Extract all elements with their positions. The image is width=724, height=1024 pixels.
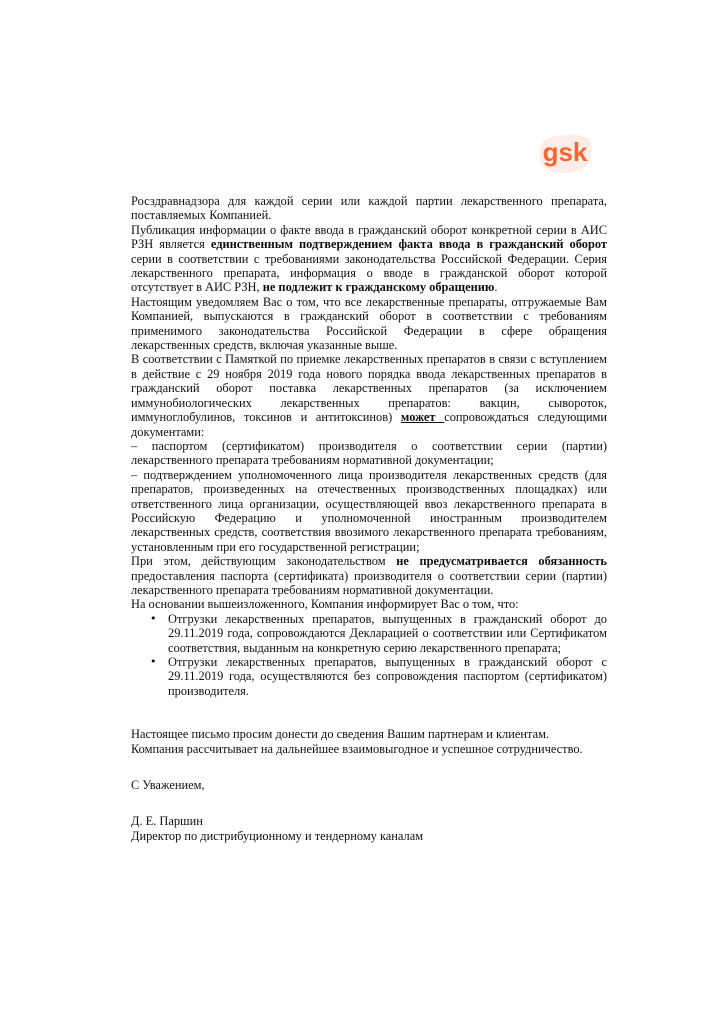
p4-bold-may: может xyxy=(400,410,445,425)
p7-text-a: При этом, действующим законодательством xyxy=(131,554,397,569)
letter-body xyxy=(131,194,607,843)
list-item: • Отгрузки лекарственных препаратов, выпущенных в гражданский оборот до 29.11.2019 года, сопровождаются Декларацией о соответствии или Сертификатом соответствия, выданным на конкретную серию лекарственного препарата; xyxy=(168,612,607,655)
p2-text-a: Публикация информации о факте ввода в гражданский оборот конкретной серии в АИС РЗН является xyxy=(131,222,607,252)
paragraph-2 xyxy=(131,223,607,295)
closing-line-1: Настоящее письмо просим донести до сведения Вашим партнерам и клиентам. xyxy=(131,727,550,742)
paragraph-8: На основании вышеизложенного, Компания информирует Вас о том, что: xyxy=(131,597,519,612)
signer-name: Д. Е. Паршин xyxy=(131,814,203,829)
p2-text-c: серии в соответствии с требованиями законодательства Российской Федерации. Серия лекарственного препарата, информация о вводе в гражданской оборот которой отсутствует в АИС РЗН, xyxy=(131,251,607,295)
closing-line-2: Компания рассчитывает на дальнейшее взаимовыгодное и успешное сотрудничество. xyxy=(131,741,583,756)
p4-text-a: В соответствии с Памяткой по приемке лекарственных препаратов в связи с вступлением в действие с 29 ноября 2019 года нового порядка ввода лекарственных препаратов в гражданский оборот поставка лекарственных препаратов (за исключением иммунобиологических лекарственных препаратов: вакцин, сывороток, иммуноглобулинов, токсинов и антитоксинов) xyxy=(131,352,607,425)
bullet-list xyxy=(131,612,607,698)
paragraph-5: – паспортом (сертификатом) производителя о соответствии серии (партии) лекарственного препарата требованиям нормативной документации; xyxy=(131,438,607,468)
paragraph-1: Росздравнадзора для каждой серии или каждой партии лекарственного препарата, поставляемых Компанией. xyxy=(131,194,607,223)
paragraph-6: – подтверждением уполномоченного лица производителя лекарственных средств (для препаратов, произведенных на отечественных производственных площадках) или ответственного лица организации, осуществляющей ввоз лекарственного препарата в Российскую Федерацию и уполномоченной иностранным производителем лекарственных средств, соответствия ввозимого лекарственного препарата требованиям, установленным при его государственной регистрации; xyxy=(131,467,607,554)
p4-text-c: сопровождаться следующими документами: xyxy=(131,410,608,439)
gsk-logo xyxy=(534,130,596,176)
p2-bold-confirmation: единственным подтверждением факта ввода в гражданский оборот xyxy=(210,237,607,252)
paragraph-7 xyxy=(131,554,607,597)
paragraph-4 xyxy=(131,352,607,438)
p7-bold-no-obligation: не предусматривается обязанность xyxy=(396,554,607,569)
gsk-logo-mark xyxy=(534,130,596,176)
p2-bold-not-subject: не подлежит к гражданскому обращению xyxy=(262,280,495,295)
list-item: • Отгрузки лекарственных препаратов, выпущенных в гражданский оборот с 29.11.2019 года, осуществляются без сопровождения паспортом (сертификатом) производителя. xyxy=(168,655,607,698)
p2-text-e: . xyxy=(494,280,498,295)
regards: С Уважением, xyxy=(131,778,205,793)
signer-title: Директор по дистрибуционному и тендерному каналам xyxy=(131,828,424,843)
paragraph-3: Настоящим уведомляем Вас о том, что все лекарственные препараты, отгружаемые Вам Компанией, выпускаются в гражданский оборот в соответствии с требованиям применимого законодательства Российской Федерации в сфере обращения лекарственных средств, включая указанные выше. xyxy=(131,294,607,353)
p7-text-c: предоставления паспорта (сертификата) производителя о соответствии серии (партии) лекарственного препарата требованиям нормативной документации. xyxy=(131,568,607,597)
gsk-logo-text: gsk xyxy=(542,137,588,167)
